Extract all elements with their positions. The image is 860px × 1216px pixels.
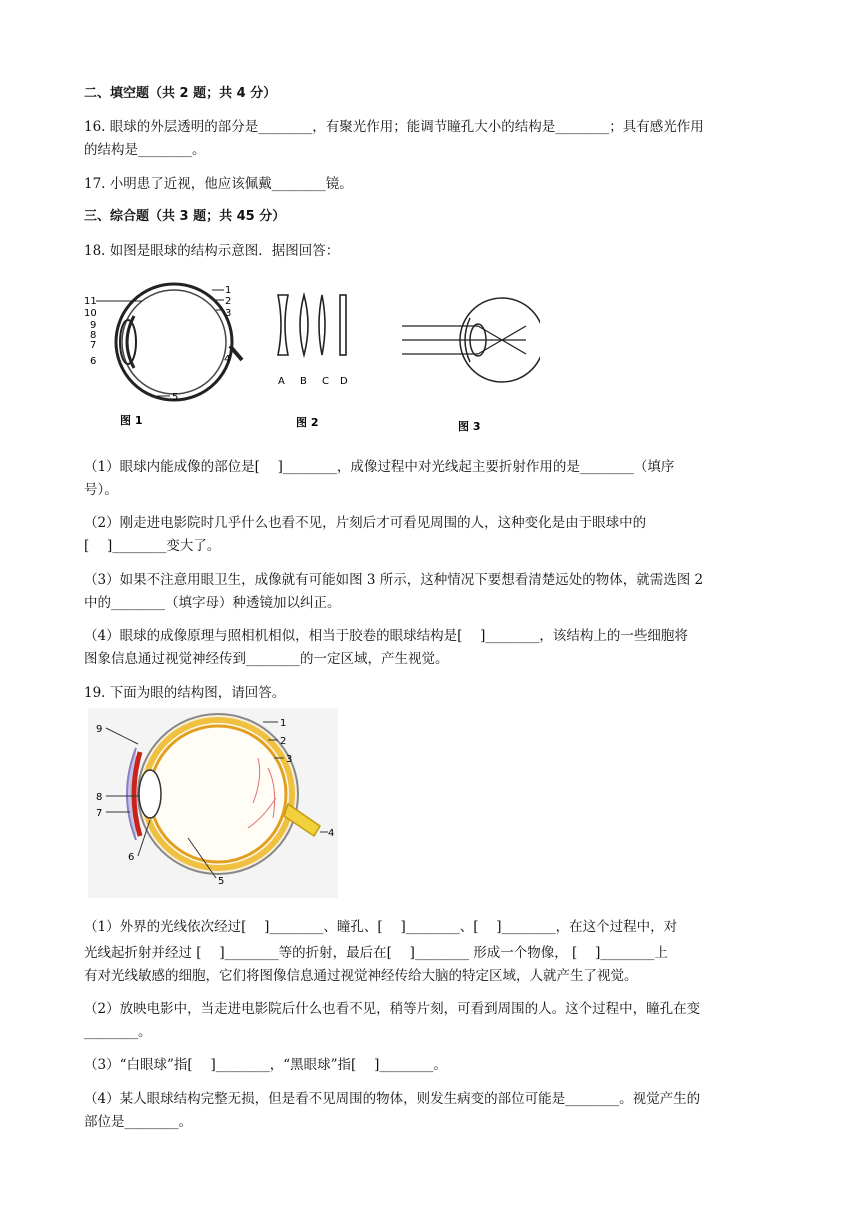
fig1-label: 9 xyxy=(90,320,97,331)
q19-part1-line-1: （1）外界的光线依次经过[ ]________、瞳孔、[ ]________、[ ]________，在这个过程中，对 xyxy=(84,919,678,935)
q19-part3: （3）“白眼球”指[ ]________，“黑眼球”指[ ]________。 xyxy=(84,1057,447,1073)
fig1-label: 6 xyxy=(90,356,97,367)
q19-part2-line-1: （2）放映电影中，当走进电影院后什么也看不见，稍等片刻，可看到周围的人。这个过程中，瞳孔在变 xyxy=(84,1001,701,1017)
q19-part4-line-1: （4）某人眼球结构完整无损，但是看不见周围的物体，则发生病变的部位可能是________。视觉产生的 xyxy=(84,1091,701,1107)
figure-1-eye-diagram xyxy=(82,276,252,436)
q18-part1-line-1: （1）眼球内能成像的部位是[ ]________，成像过程中对光线起主要折射作用的是________（填序 xyxy=(84,459,675,475)
fig1-label: 7 xyxy=(90,340,97,351)
q18-part3-line-2: 中的________（填字母）种透镜加以纠正。 xyxy=(84,595,341,611)
fig1-label: 2 xyxy=(225,296,232,307)
eye-label: 1 xyxy=(280,718,287,729)
question-16-line-2: 的结构是________。 xyxy=(84,142,206,158)
q18-part3-line-1: （3）如果不注意用眼卫生，成像就有可能如图 3 所示，这种情况下要想看清楚远处的物体，就需选图 2 xyxy=(84,572,704,588)
fig1-label: 10 xyxy=(84,308,97,319)
question-16-line-1: 16. 眼球的外层透明的部分是________，有聚光作用；能调节瞳孔大小的结构是________；具有感光作用 xyxy=(84,119,704,135)
lens-letter-b: B xyxy=(300,376,307,387)
q19-part4-line-2: 部位是________。 xyxy=(84,1114,192,1130)
q19-part1-line-2: 光线起折射并经过 [ ]________等的折射，最后在[ ]________ 形成一个物像， [ ]________上 xyxy=(84,945,668,961)
eye-label: 8 xyxy=(96,792,103,803)
fig1-label: 11 xyxy=(84,296,97,307)
fig1-label: 5 xyxy=(172,392,179,403)
q18-part2-line-1: （2）刚走进电影院时几乎什么也看不见，片刻后才可看见周围的人，这种变化是由于眼球中的 xyxy=(84,515,647,531)
figure-1-caption: 图 1 xyxy=(120,414,143,427)
figure-2-lenses xyxy=(270,290,370,436)
section-heading-fill-in: 二、填空题（共 2 题；共 4 分） xyxy=(84,86,277,101)
q18-part1-line-2: 号）。 xyxy=(84,482,118,498)
question-19-title: 19. 下面为眼的结构图，请回答。 xyxy=(84,685,286,701)
eye-label: 3 xyxy=(286,754,293,765)
q18-part2-line-2: [ ]________变大了。 xyxy=(84,538,221,554)
figure-3-caption: 图 3 xyxy=(458,420,481,433)
lens-letter-a: A xyxy=(278,376,285,387)
eye-label: 6 xyxy=(128,852,135,863)
lens-letter-d: D xyxy=(340,376,348,387)
fig1-label: 3 xyxy=(225,308,232,319)
eye-label: 9 xyxy=(96,724,103,735)
section-heading-comprehensive: 三、综合题（共 3 题；共 45 分） xyxy=(84,209,286,224)
fig1-label: 8 xyxy=(90,330,97,341)
q19-part2-line-2: ________。 xyxy=(84,1024,152,1040)
eye-label: 4 xyxy=(328,828,335,839)
question-17: 17. 小明患了近视，他应该佩戴________镜。 xyxy=(84,176,353,192)
figure-2-caption: 图 2 xyxy=(296,416,319,429)
eye-label: 7 xyxy=(96,808,103,819)
lens-letter-c: C xyxy=(322,376,329,387)
q18-part4-line-2: 图象信息通过视觉神经传到________的一定区域，产生视觉。 xyxy=(84,651,449,667)
q18-part4-line-1: （4）眼球的成像原理与照相机相似，相当于胶卷的眼球结构是[ ]________，该结构上的一些细胞将 xyxy=(84,628,688,644)
eye-label: 5 xyxy=(218,876,225,887)
eye-label: 2 xyxy=(280,736,287,747)
fig1-label: 1 xyxy=(225,285,232,296)
question-18-title: 18. 如图是眼球的结构示意图．据图回答： xyxy=(84,243,340,259)
figure-3-myopia xyxy=(400,292,540,442)
fig1-label: 4 xyxy=(224,354,231,365)
q19-part1-line-3: 有对光线敏感的细胞，它们将图像信息通过视觉神经传给大脑的特定区域，人就产生了视觉。 xyxy=(84,968,638,984)
figure-eye-color-diagram xyxy=(88,708,338,898)
